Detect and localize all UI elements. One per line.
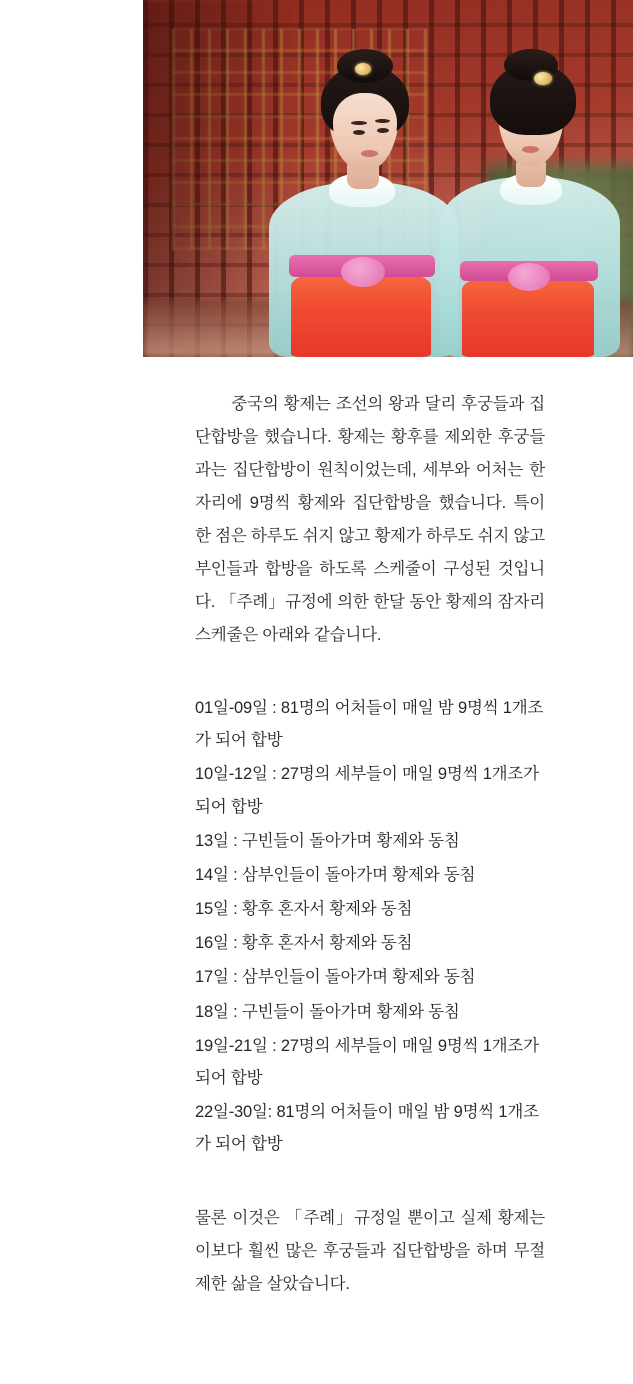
left-eye-front: [353, 130, 365, 135]
schedule-item: 10일-12일 : 27명의 세부들이 매일 9명씩 1개조가 되어 합방: [195, 765, 539, 816]
figure-right-woman: [438, 0, 633, 357]
article-body: [0, 360, 633, 1357]
hero-image-container: [0, 0, 633, 360]
closing-paragraph: 물론 이것은 「주례」규정일 뿐이고 실제 황제는 이보다 훨씬 많은 후궁들과 집단합방을 하며 무절제한 삶을 살았습니다.: [195, 1209, 545, 1294]
schedule-item: 16일 : 황후 혼자서 황제와 동침: [195, 934, 413, 953]
two-women-in-hanfu-photo: [143, 0, 633, 357]
right-hairpin: [534, 72, 552, 85]
right-lips: [522, 146, 539, 153]
schedule-item: 22일-30일: 81명의 어처들이 매일 밤 9명씩 1개조가 되어 합방: [195, 1103, 539, 1154]
bottom-spacer: [195, 1301, 545, 1317]
schedule-item: 15일 : 황후 혼자서 황제와 동침: [195, 900, 413, 919]
schedule-item: 13일 : 구빈들이 돌아가며 황제와 동침: [195, 831, 460, 850]
left-hairpin: [355, 63, 371, 75]
schedule-item: 18일 : 구빈들이 돌아가며 황제와 동침: [195, 1002, 460, 1021]
schedule-item: 14일 : 삼부인들이 돌아가며 황제와 동침: [195, 865, 476, 884]
left-eye-front: [377, 128, 389, 133]
schedule-list: [195, 692, 545, 1160]
schedule-item: 19일-21일 : 27명의 세부들이 매일 9명씩 1개조가 되어 합방: [195, 1036, 539, 1087]
schedule-item: 17일 : 삼부인들이 돌아가며 황제와 동침: [195, 968, 476, 987]
left-eyebrow-front: [375, 119, 390, 123]
schedule-item: 01일-09일 : 81명의 어처들이 매일 밤 9명씩 1개조가 되어 합방: [195, 699, 544, 750]
left-lips-front: [361, 150, 378, 157]
left-bow: [341, 257, 385, 287]
intro-paragraph: 중국의 황제는 조선의 왕과 달리 후궁들과 집단합방을 했습니다. 황제는 황후를 제외한 후궁들과는 집단합방이 원칙이었는데, 세부와 어처는 한 자리에 9명씩 황제와 집단합방을 했습니다. 특이한 점은 하루도 쉬지 않고 황제가 하루도 쉬지 않고 부인들과 합방을 하도록 스케줄이 구성된 것입니다. 「주례」규정에 의한 한달 동안 황제의 잠자리 스케줄은 아래와 같습니다.: [195, 395, 545, 644]
right-bow: [508, 263, 550, 291]
left-eyebrow-front: [351, 121, 367, 125]
